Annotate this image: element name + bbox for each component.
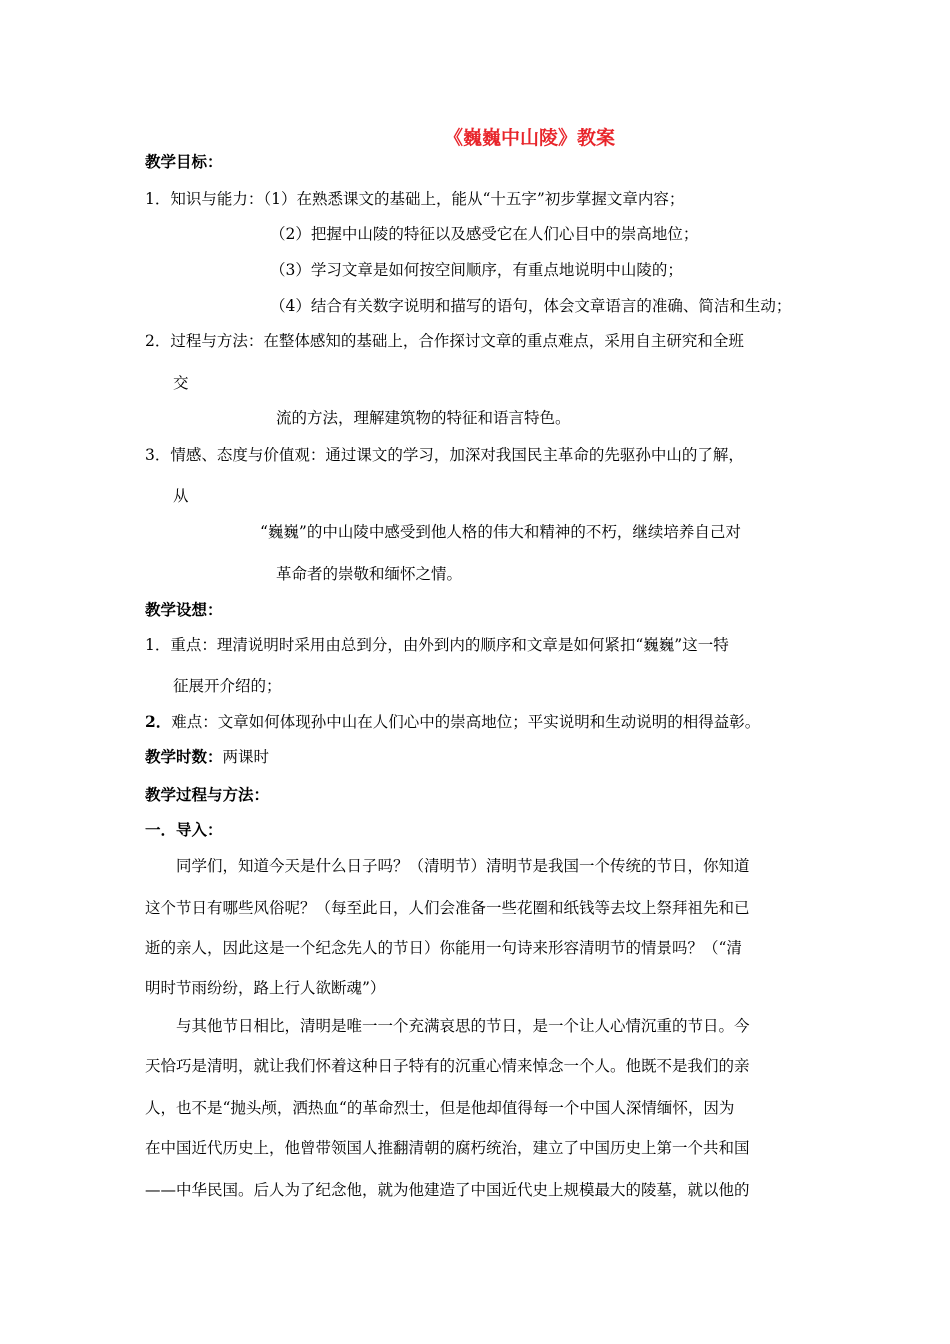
hours-value: 两课时	[222, 748, 270, 766]
process-heading: 教学过程与方法：	[145, 785, 270, 804]
goal-3-line-3: “巍巍”的中山陵中感受到他人格的伟大和精神的不朽，继续培养自己对	[260, 523, 741, 541]
intro-para-2-line-5: ——中华民国。后人为了纪念他，就为他建造了中国近代史上规模最大的陵墓，就以他的	[145, 1181, 750, 1199]
intro-para-1-line-2: 这个节日有哪些风俗呢？（每至此日，人们会准备一些花圈和纸钱等去坟上祭拜祖先和已	[145, 899, 750, 917]
goal-1-line-4: （4）结合有关数字说明和描写的语句，体会文章语言的准确、简洁和生动；	[270, 297, 792, 315]
goal-3-line-1: 3．情感、态度与价值观：通过课文的学习，加深对我国民主革命的先驱孙中山的了解，	[145, 446, 744, 464]
hours-line	[145, 747, 269, 767]
goal-1-line-1: 1．知识与能力：（1）在熟悉课文的基础上，能从“十五字”初步掌握文章内容；	[145, 190, 685, 208]
goal-2-line-3: 流的方法，理解建筑物的特征和语言特色。	[276, 409, 571, 427]
intro-para-1-line-1: 同学们，知道今天是什么日子吗？（清明节）清明节是我国一个传统的节日，你知道	[176, 857, 750, 875]
intro-para-2-line-3: 人，也不是“抛头颅，洒热血“的革命烈士，但是他却值得每一个中国人深情缅怀，因为	[145, 1099, 735, 1117]
intro-para-2-line-2: 天恰巧是清明，就让我们怀着这种日子特有的沉重心情来悼念一个人。他既不是我们的亲	[145, 1057, 750, 1075]
design-2-line	[145, 712, 760, 732]
design-2-number: 2．	[145, 712, 172, 731]
goal-2-line-1: 2．过程与方法：在整体感知的基础上，合作探讨文章的重点难点，采用自主研究和全班	[145, 332, 744, 350]
intro-subheading: 一．导入：	[145, 820, 223, 839]
design-2-text: 难点：文章如何体现孙中山在人们心中的崇高地位；平实说明和生动说明的相得益彰。	[171, 713, 761, 731]
design-1-line-2: 征展开介绍的；	[173, 677, 282, 695]
intro-para-2-line-1: 与其他节日相比，清明是唯一一个充满哀思的节日，是一个让人心情沉重的节日。今	[176, 1017, 750, 1035]
intro-para-2-line-4: 在中国近代历史上，他曾带领国人推翻清朝的腐朽统治，建立了中国历史上第一个共和国	[145, 1139, 750, 1157]
intro-para-1-line-4: 明时节雨纷纷，路上行人欲断魂”）	[145, 979, 386, 997]
design-heading: 教学设想：	[145, 600, 223, 619]
goal-3-line-2: 从	[173, 487, 189, 505]
design-1-line-1: 1．重点：理清说明时采用由总到分，由外到内的顺序和文章是如何紧扣“巍巍”这一特	[145, 636, 729, 654]
intro-para-1-line-3: 逝的亲人，因此这是一个纪念先人的节日）你能用一句诗来形容清明节的情景吗？（“清	[145, 939, 742, 957]
goal-3-line-4: 革命者的崇敬和缅怀之情。	[276, 565, 463, 583]
goal-1-line-3: （3）学习文章是如何按空间顺序，有重点地说明中山陵的；	[270, 261, 683, 279]
hours-label: 教学时数：	[145, 747, 223, 766]
goals-heading: 教学目标：	[145, 152, 223, 171]
goal-2-line-2: 交	[173, 374, 189, 392]
document-title: 《巍巍中山陵》教案	[444, 127, 616, 149]
goal-1-line-2: （2）把握中山陵的特征以及感受它在人们心目中的崇高地位；	[270, 225, 699, 243]
